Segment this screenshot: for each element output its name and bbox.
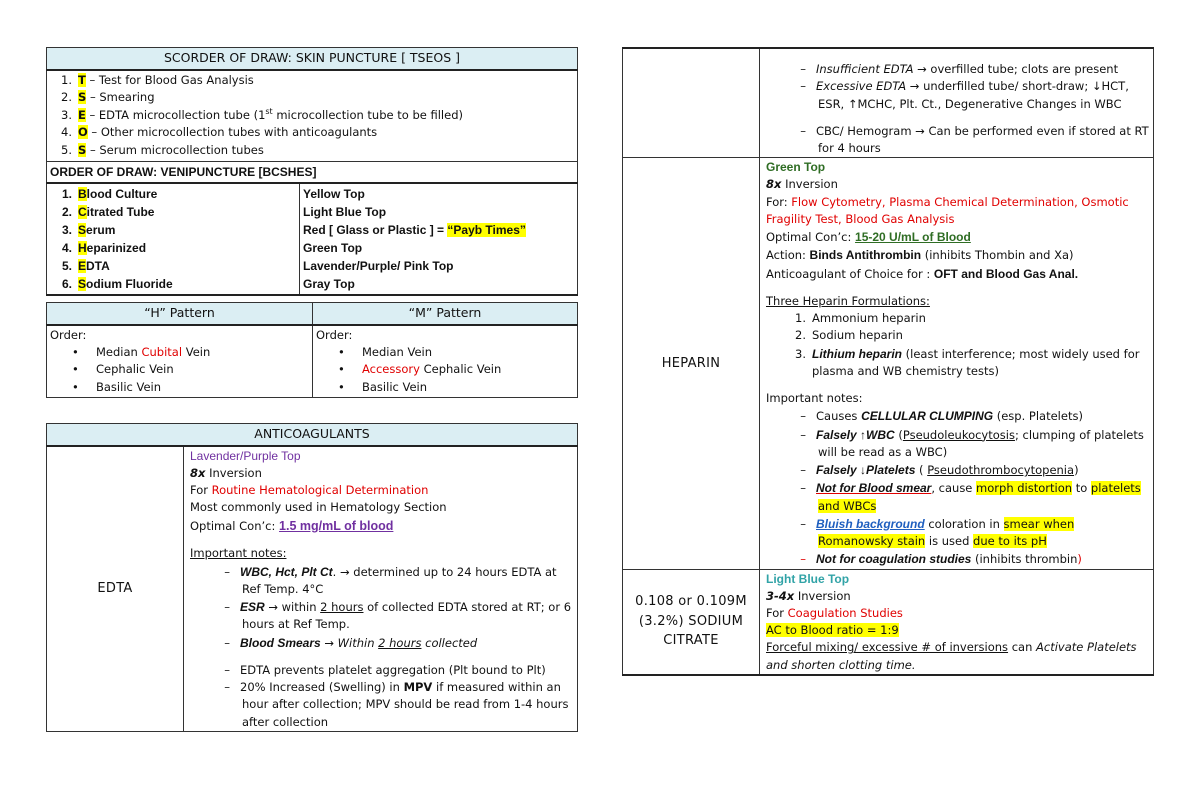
sodium-citrate-label: 0.108 or 0.109M (3.2%) SODIUM CITRATE xyxy=(623,569,760,675)
list-item: • Basilic Vein xyxy=(338,379,428,394)
h-pattern-title: “H” Pattern xyxy=(47,303,313,325)
edta-label: EDTA xyxy=(47,446,184,732)
list-item: – Not for Blood smear, cause morph distortion to platelets and WBCs xyxy=(800,481,1141,513)
h-pattern-list: Order: • Median Cubital Vein • Cephalic Vein • Basilic Vein xyxy=(47,325,313,398)
list-item: – Causes CELLULAR CLUMPING (esp. Platelets) xyxy=(800,409,1083,424)
list-item: 4. O – Other microcollection tubes with anticoagulants xyxy=(61,125,378,140)
list-item: – Not for coagulation studies (inhibits thrombin) xyxy=(800,552,1082,567)
list-item: 3. E – EDTA microcollection tube (1st microcollection tube to be filled) xyxy=(61,107,463,123)
list-item: Red [ Glass or Plastic ] = “Payb Times” xyxy=(303,222,526,237)
sodium-citrate-details: Light Blue Top 3-4x Inversion For Coagulation Studies AC to Blood ratio = 1:9 Forceful mixing/ excessive # of inversions can Activate Platelets and shorten clotting time. xyxy=(760,569,1154,675)
list-item: 5. EDTA xyxy=(61,258,110,273)
venipuncture-tops xyxy=(300,183,578,295)
list-item: 4. Heparinized xyxy=(61,240,147,255)
list-item: • Cephalic Vein xyxy=(72,362,174,377)
heparin-label: HEPARIN xyxy=(623,158,760,569)
list-item: Lavender/Purple/ Pink Top xyxy=(303,258,454,273)
skin-puncture-title: SCORDER OF DRAW: SKIN PUNCTURE [ TSEOS ] xyxy=(47,48,578,70)
list-item: 3. Lithium heparin (least interference; most widely used for plasma and WB chemistry tests) xyxy=(795,346,1140,378)
list-item: – WBC, Hct, Plt Ct. → determined up to 24 hours EDTA at Ref Temp. 4°C xyxy=(224,564,557,596)
skin-puncture-list xyxy=(47,70,578,162)
list-item: 1. T – Test for Blood Gas Analysis xyxy=(61,72,254,87)
list-item: Light Blue Top xyxy=(303,204,387,219)
list-item: 1. Blood Culture xyxy=(61,186,158,201)
venipuncture-title: ORDER OF DRAW: VENIPUNCTURE [BCSHES] xyxy=(47,161,578,183)
list-item: • Median Vein xyxy=(338,345,433,359)
list-item: – ESR → within 2 hours of collected EDTA stored at RT; or 6 hours at Ref Temp. xyxy=(224,600,572,632)
vein-pattern-table xyxy=(46,302,578,398)
list-item: Green Top xyxy=(303,240,363,255)
list-item: 3. Serum xyxy=(61,222,116,237)
order-of-draw-table xyxy=(46,47,578,296)
list-item: – Excessive EDTA → underfilled tube/ short-draw; ↓HCT, ESR, ↑MCHC, Plt. Ct., Degenerative Changes in WBC xyxy=(800,79,1129,111)
list-item: Yellow Top xyxy=(303,186,365,201)
edta-continued-details xyxy=(760,48,1154,158)
list-item: • Basilic Vein xyxy=(72,379,162,394)
m-pattern-list: Order: • Median Vein • Accessory Cephalic Vein • Basilic Vein xyxy=(313,325,578,398)
edta-details: Lavender/Purple Top 8x Inversion For Routine Hematological Determination Most commonly used in Hematology Section Optimal Con’c: 1.5 mg/mL of blood Important notes: – WBC, Hct, Plt Ct. → determined up to 24 hours EDTA at Ref Temp. 4°C – ESR → within 2 hours of collected EDTA stored at RT; or 6 hours at Ref Temp. – Blood Smears → Within 2 hours collected – EDTA prevents platelet aggregation (Plt bound to Plt) – 20% Increased (Swelling) in MPV if measured within an hour after collection; MPV should be read from 1-4 hours after collection xyxy=(184,446,578,732)
heparin-details: Green Top 8x Inversion For: Flow Cytometry, Plasma Chemical Determination, Osmotic Fragility Test, Blood Gas Analysis Optimal Con’c: 15-20 U/mL of Blood Action: Binds Antithrombin (inhibits Thombin and Xa) Anticoagulant of Choice for : OFT and Blood Gas Anal. Three Heparin Formulations: 1. Ammonium heparin 2. Sodium heparin 3. Lithium heparin (least interference; most widely used for plasma and WB chemistry tests) Important notes: – Causes CELLULAR CLUMPING (esp. Platelets) – Falsely ↑WBC (Pseudoleukocytosis; clumping of platelets will be read as a WBC) – Falsely ↓Platelets ( Pseudothrombocytopenia) – Not for Blood smear, cause morph distortion to platelets and WBCs – Bluish background coloration in smear when Romanowsky stain is used due to its pH – Not for coagulation studies (inhibits thrombin) xyxy=(760,158,1154,569)
list-item: – EDTA prevents platelet aggregation (Plt bound to Plt) xyxy=(224,662,546,677)
list-item: – Falsely ↓Platelets ( Pseudothrombocytopenia) xyxy=(800,463,1079,477)
anticoagulants-table xyxy=(46,423,578,732)
list-item: 2. S – Smearing xyxy=(61,90,155,104)
list-item: 1. Ammonium heparin xyxy=(795,311,926,325)
list-item: 6. Sodium Fluoride xyxy=(61,276,173,291)
list-item: 2. Citrated Tube xyxy=(61,204,155,219)
list-item: – Bluish background coloration in smear when Romanowsky stain is used due to its pH xyxy=(800,516,1075,548)
list-item: – Blood Smears → Within 2 hours collected xyxy=(224,635,478,650)
list-item: Gray Top xyxy=(303,276,355,291)
list-item: – CBC/ Hemogram → Can be performed even if stored at RT for 4 hours xyxy=(800,123,1149,155)
anticoagulants-table-continued xyxy=(622,47,1154,676)
list-item: – Insufficient EDTA → overfilled tube; clots are present xyxy=(800,62,1119,76)
edta-continued-label xyxy=(623,48,760,158)
list-item: • Accessory Cephalic Vein xyxy=(338,362,502,377)
venipuncture-tubes xyxy=(47,183,300,295)
list-item: – Falsely ↑WBC (Pseudoleukocytosis; clumping of platelets will be read as a WBC) xyxy=(800,427,1144,459)
list-item: – 20% Increased (Swelling) in MPV if measured within an hour after collection; MPV should be read from 1-4 hours after collection xyxy=(224,680,569,729)
list-item: 2. Sodium heparin xyxy=(795,328,903,343)
list-item: • Median Cubital Vein xyxy=(72,345,211,359)
anticoagulants-title: ANTICOAGULANTS xyxy=(47,424,578,446)
list-item: 5. S – Serum microcollection tubes xyxy=(61,142,264,157)
m-pattern-title: “M” Pattern xyxy=(313,303,578,325)
